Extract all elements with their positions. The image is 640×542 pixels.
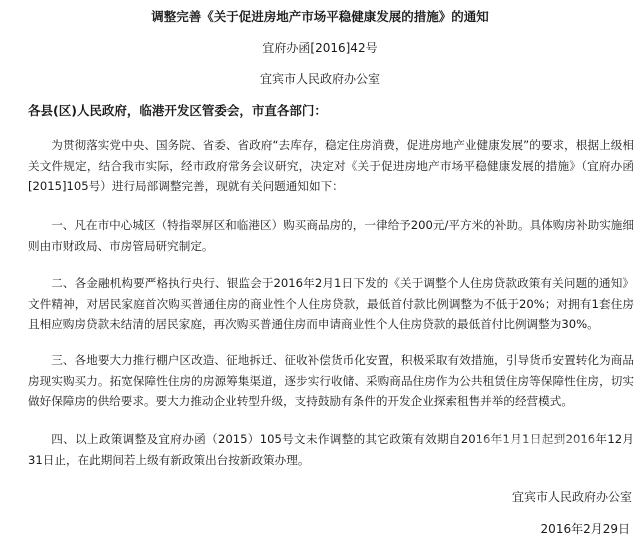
- paragraph-item-1: 一、凡在市中心城区（特指翠屏区和临港区）购买商品房的，一律给予200元/平方米的补助。具体购房补助实施细则由市财政局、市房管局研究制定。: [28, 218, 634, 253]
- paragraph-intro: 为贯彻落实党中央、国务院、省委、省政府“去库存，稳定住房消费，促进房地产业健康发展”的要求，根据上级相关文件规定，结合我市实际，经市政府常务会议研究，决定对《关于促进房地产市场平稳健康发展的措施》（宜府办函[2015]105号）进行局部调整完善，现就有关问题通知如下：: [28, 138, 634, 193]
- paragraph-item-3: 三、各地要大力推行棚户区改造、征地拆迁、征收补偿货币化安置，积极采取有效措施，引导货币安置转化为商品房现实购买力。拓宽保障性住房的房源筹集渠道，逐步实行收储、采购商品住房作为公共租赁住房等保障性住房，切实做好保障房的供给要求。要大力推动企业转型升级，支持鼓励有条件的开发企业探索租售并举的经营模式。: [28, 353, 634, 408]
- issuer-name: 宜宾市人民政府办公室: [259, 72, 380, 86]
- addressee: 各县(区)人民政府，临港开发区管委会，市直各部门：: [28, 103, 327, 118]
- paragraph-item-4: 四、以上政策调整及宜府办函（2015）105号文未作调整的其它政策有效期自2016年1月1日起到2016年12月31日止，在此期间若上级有新政策出台按新政策办理。: [28, 432, 634, 467]
- document-title: 调整完善《关于促进房地产市场平稳健康发展的措施》的通知: [151, 9, 489, 24]
- signature-issuer: 宜宾市人民政府办公室: [511, 490, 632, 504]
- document-date: 2016年2月29日: [540, 522, 630, 536]
- document-number: 宜府办函[2016]42号: [262, 41, 378, 55]
- paragraph-item-2: 二、各金融机构要严格执行央行、银监会于2016年2月1日下发的《关于调整个人住房贷款政策有关问题的通知》文件精神，对居民家庭首次购买普通住房的商业性个人住房贷款，最低首付款比例调整为不低于20%；对拥有1套住房且相应购房贷款未结清的居民家庭，再次购买普通住房而申请商业性个人住房贷款的最低首付比例调整为30%。: [28, 276, 634, 331]
